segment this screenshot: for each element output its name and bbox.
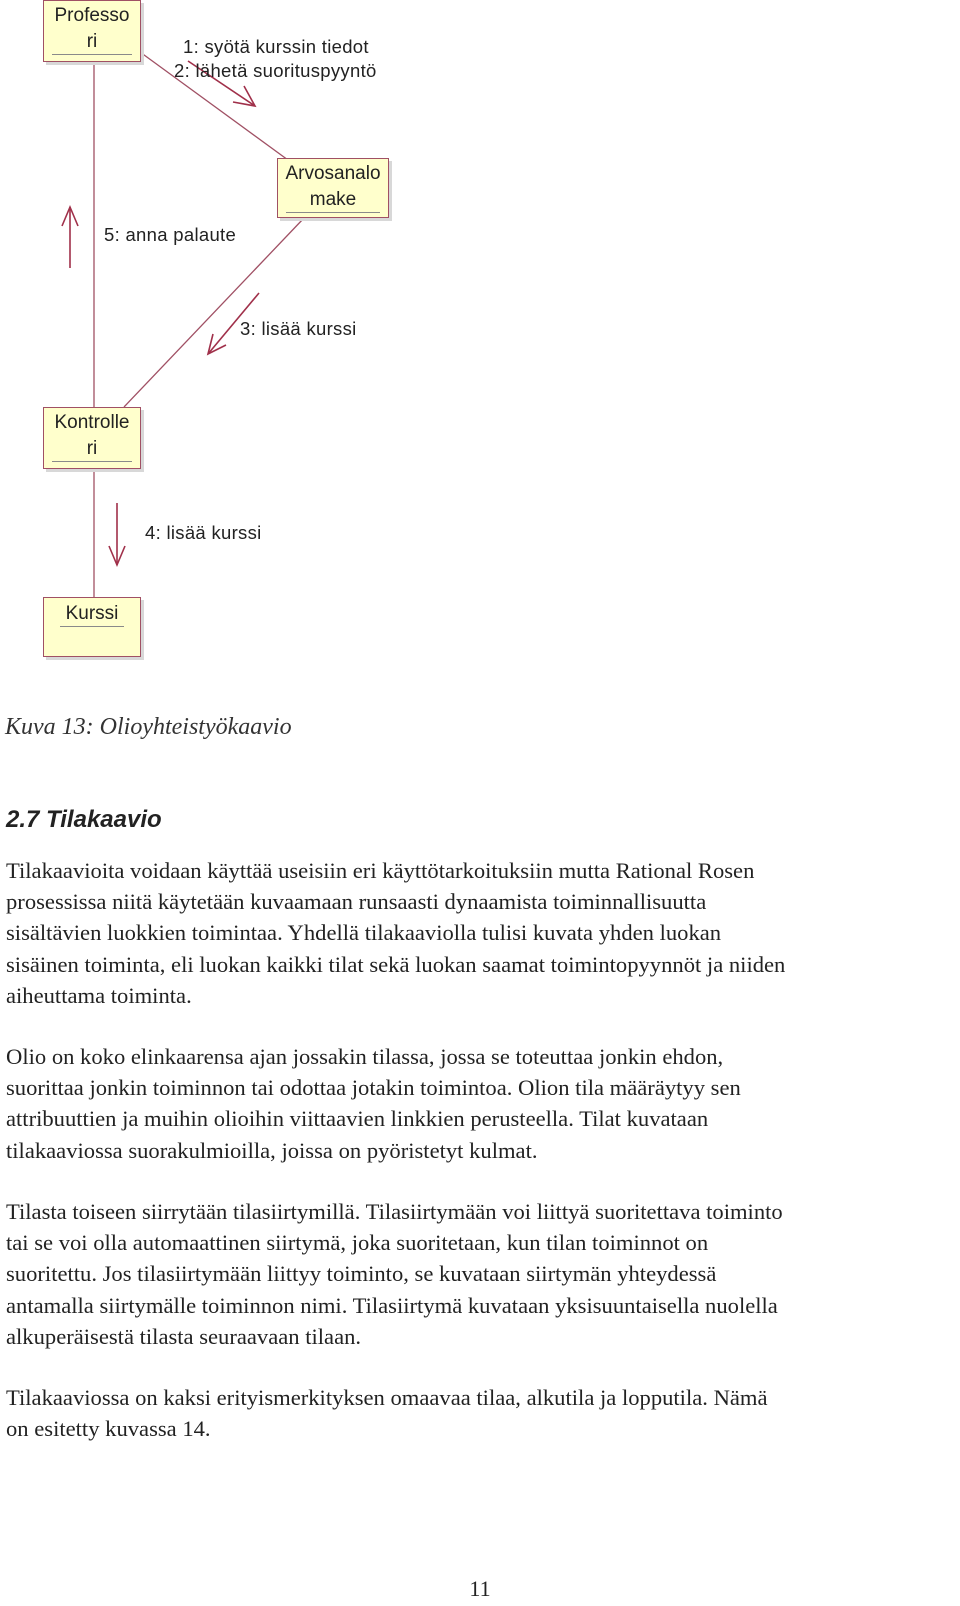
object-label-line2: make: [309, 189, 357, 210]
arrow-msg-5: [62, 207, 78, 268]
paragraph-1: [6, 855, 954, 1011]
object-label-line1: Arvosanalo: [285, 163, 381, 184]
page-number: 11: [469, 1576, 491, 1601]
object-label-line1: Professo: [54, 5, 130, 26]
paragraph-line: suoritettu. Jos tilasiirtymään liittyy toiminto, se kuvataan siirtymän yhteydessä: [6, 1261, 717, 1287]
paragraph-line: tai se voi olla automaattinen siirtymä, joka suoritetaan, kun tilan toiminnot on: [6, 1230, 709, 1256]
object-label-line2: ri: [86, 31, 98, 52]
object-label-line2: ri: [86, 438, 98, 459]
figure-caption: Kuva 13: Olioyhteistyökaavio: [5, 714, 292, 740]
paragraph-line: Tilakaaviossa on kaksi erityismerkityksen omaavaa tilaa, alkutila ja lopputila. Nämä: [6, 1385, 768, 1410]
paragraph-line: on esitetty kuvassa 14.: [6, 1416, 211, 1442]
object-kontrolleri: [43, 407, 141, 469]
object-arvosanalomake: [277, 158, 389, 218]
section-heading: 2.7 Tilakaavio: [6, 806, 162, 833]
arrow-msg-4: [109, 503, 125, 565]
paragraph-line: antamalla siirtymälle toiminnon nimi. Tilasiirtymä kuvataan yksisuuntaisella nuolella: [6, 1292, 778, 1318]
message-5: 5: anna palaute: [104, 224, 237, 245]
object-professori: [43, 0, 141, 62]
paragraph-line: sisältävien luokkien toimintaa. Yhdellä tilakaaviolla tulisi kuvata yhden luokan: [6, 920, 722, 946]
paragraph-line: aiheuttama toiminta.: [6, 982, 192, 1008]
object-label-line1: Kontrolle: [54, 412, 130, 433]
object-kurssi: [43, 597, 141, 657]
link-arvosanalomake-kontrolleri: [124, 218, 304, 407]
paragraph-line: Tilakaavioita voidaan käyttää useisiin eri käyttötarkoituksiin mutta Rational Rosen: [6, 858, 755, 883]
paragraph-line: alkuperäisestä tilasta seuraavaan tilaan.: [6, 1323, 362, 1349]
message-1: 1: syötä kurssin tiedot: [183, 36, 369, 57]
paragraph-line: tilakaaviossa suorakulmioilla, joissa on pyöristetyt kulmat.: [6, 1137, 538, 1163]
paragraph-line: suorittaa jonkin toiminnon tai odottaa jotakin toimintoa. Olion tila määräytyy sen: [6, 1075, 741, 1101]
paragraph-2: [6, 1041, 954, 1166]
paragraph-4: [6, 1382, 954, 1444]
message-2: 2: lähetä suorituspyyntö: [174, 60, 377, 81]
paragraph-line: Tilasta toiseen siirrytään tilasiirtymillä. Tilasiirtymään voi liittyä suoritettava toiminto: [6, 1199, 783, 1224]
message-4: 4: lisää kurssi: [145, 522, 262, 543]
paragraph-line: attribuuttien ja muihin olioihin viittaavien linkkien perusteella. Tilat kuvataan: [6, 1106, 709, 1132]
paragraph-line: prosessissa niitä käytetään kuvaamaan runsaasti dynaamista toiminnallisuutta: [6, 889, 707, 915]
paragraph-line: Olio on koko elinkaarensa ajan jossakin tilassa, jossa se toteuttaa jonkin ehdon,: [6, 1044, 724, 1069]
diagram-connectors: [0, 0, 960, 700]
paragraph-3: [6, 1196, 954, 1352]
paragraph-line: sisäinen toiminta, eli luokan kaikki tilat sekä luokan saamat toimintopyynnöt ja niiden: [6, 951, 786, 977]
message-3: 3: lisää kurssi: [240, 318, 357, 339]
object-label-line1: Kurssi: [65, 603, 119, 624]
